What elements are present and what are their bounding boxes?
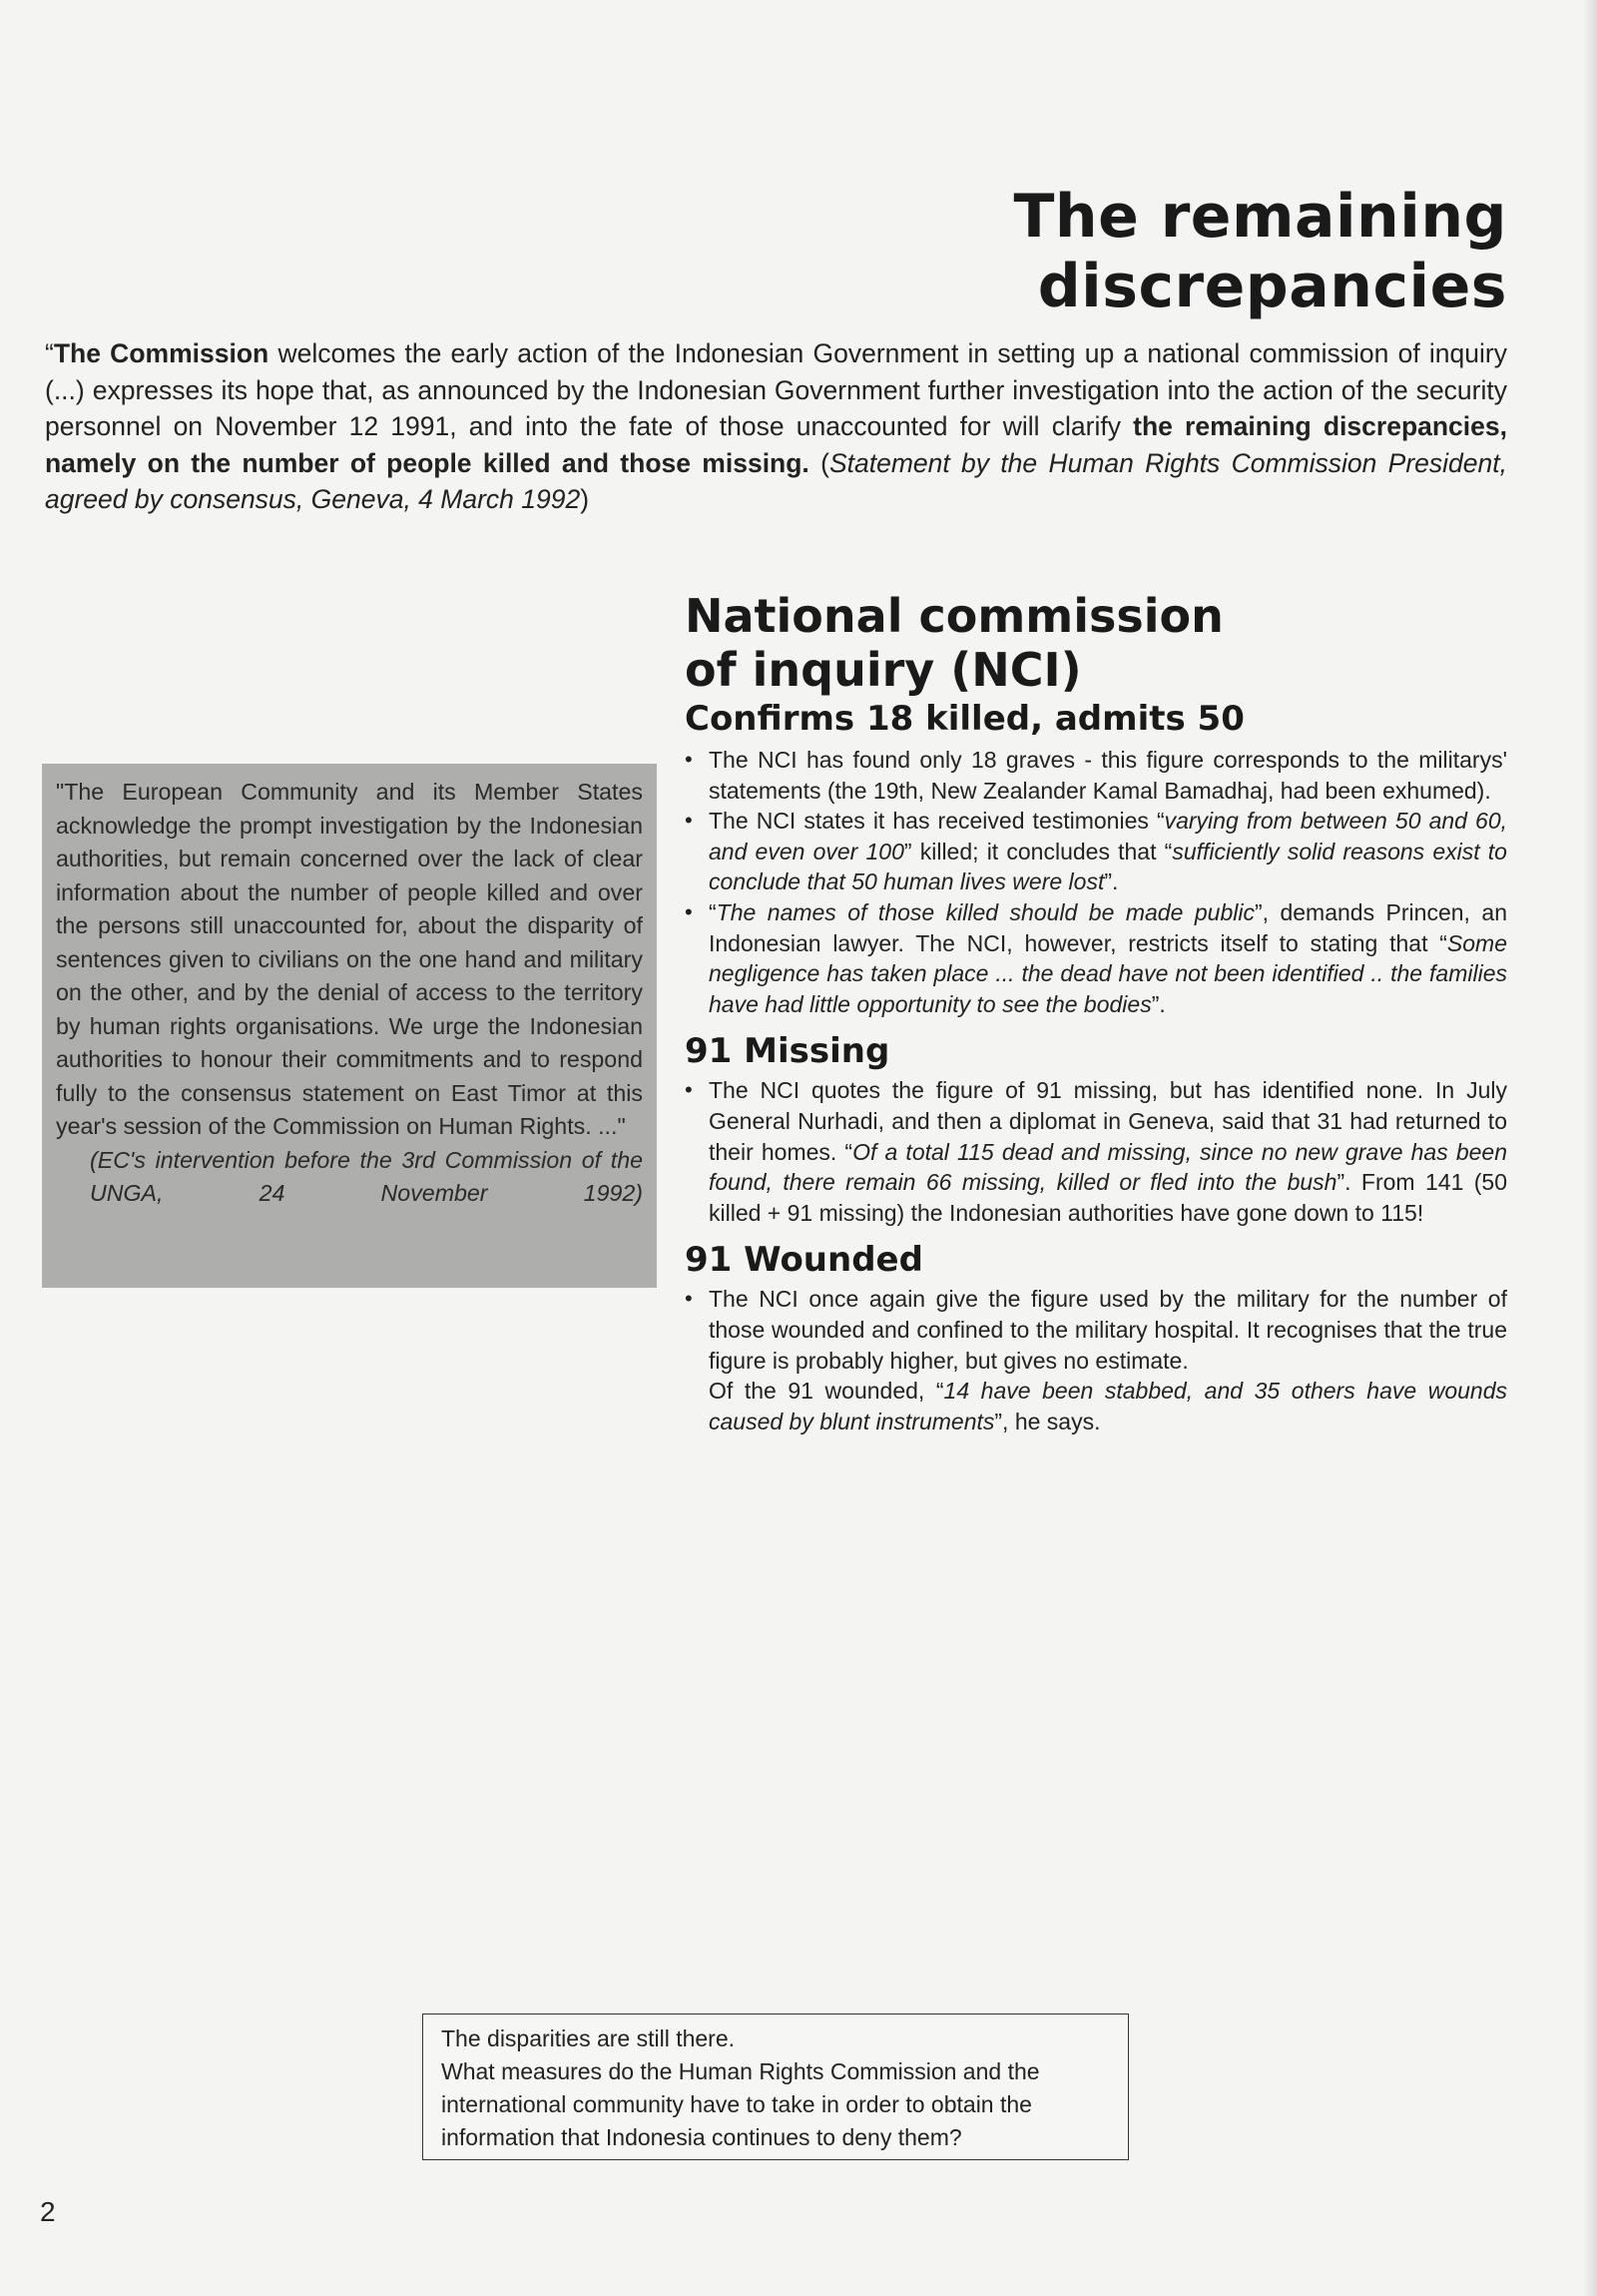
ec-quote-citation: (EC's intervention before the 3rd Commission of the UNGA, 24 November 1992) xyxy=(90,1146,643,1206)
intro-text: welcomes the early action of the Indonesian Government in setting up a national commission of inquiry (...) expresses its hope that, as announced by the Indonesian Government further investigation into the action of the security personnel on November 12 1991, and into the fate of those unaccounted for will clarify xyxy=(45,338,1507,441)
list-item: • The NCI once again give the figure used by the military for the number of those wounded and confined to the military hospital. It recognises that the true figure is probably higher, but gives no estimate. xyxy=(685,1284,1507,1376)
ec-quote-text: "The European Community and its Member States acknowledge the prompt investigation by the Indonesian authorities, but remain concerned over the lack of clear information about the number of people killed and over the persons still unaccounted for, about the disparity of sentences given to civilians on the one hand and military on the other, and by the denial of access to the territory by human rights organisations. We urge the Indonesian authorities to honour their commitments and to respond fully to the consensus statement on East Timor at this year's session of the Commission on Human Rights. ..." xyxy=(56,779,643,1139)
right-column xyxy=(685,589,1507,1436)
list-item: • “The names of those killed should be made public”, demands Princen, an Indonesian lawyer. The NCI, however, restricts itself to stating that “Some negligence has taken place ... the dead have not been identified .. the families have had little opportunity to see the bodies”. xyxy=(685,897,1507,1019)
page-number: 2 xyxy=(40,2196,56,2227)
page-edge-shadow xyxy=(1583,0,1597,2296)
intro-paragraph: “The Commission welcomes the early action of the Indonesian Government in setting up a national commission of inquiry (...) expresses its hope that, as announced by the Indonesian Government further investigation into the action of the security personnel on November 12 1991, and into the fate of those unaccounted for will clarify the remaining discrepancies, namely on the number of people killed and those missing. (Statement by the Human Rights Commission President, agreed by consensus, Geneva, 4 March 1992) xyxy=(45,338,1507,514)
question-box-line2: What measures do the Human Rights Commission and the international community have to take in order to obtain the information that Indonesia continues to deny them? xyxy=(441,2058,1040,2150)
ec-quote-box xyxy=(42,764,657,1288)
nci-heading: National commission of inquiry (NCI) xyxy=(685,589,1224,697)
question-box-line1: The disparities are still there. xyxy=(441,2025,736,2051)
wounded-list xyxy=(685,1284,1507,1376)
list-item: • The NCI quotes the figure of 91 missing, but has identified none. In July General Nurhadi, and then a diplomat in Geneva, said that 31 had returned to their homes. “Of a total 115 dead and missing, since no new grave has been found, there remain 66 missing, killed or fled into the bush”. From 141 (50 killed + 91 missing) the Indonesian authorities have gone down to 115! xyxy=(685,1075,1507,1228)
missing-heading: 91 Missing xyxy=(685,1031,890,1072)
wounded-detail: Of the 91 wounded, “14 have been stabbed, and 35 others have wounds caused by blunt instruments”, he says. xyxy=(709,1378,1507,1435)
intro-emphasis: the remaining discrepancies, namely on the number of people killed and those missing. xyxy=(45,411,1507,478)
nci-subheading: Confirms 18 killed, admits 50 xyxy=(685,699,1245,739)
page-title: The remaining discrepancies xyxy=(1013,182,1507,321)
nci-list xyxy=(685,745,1507,1019)
intro-lead: The Commission xyxy=(53,338,269,368)
intro-statement: Statement by the Human Rights Commission President, agreed by consensus, Geneva, 4 March 1992 xyxy=(45,447,1507,514)
wounded-heading: 91 Wounded xyxy=(685,1240,923,1281)
missing-list xyxy=(685,1075,1507,1228)
question-box xyxy=(422,2013,1129,2160)
list-item: • The NCI has found only 18 graves - this figure corresponds to the militarys' statements (the 19th, New Zealander Kamal Bamadhaj, had been exhumed). xyxy=(685,745,1507,806)
list-item: • The NCI states it has received testimonies “varying from between 50 and 60, and even over 100” killed; it concludes that “sufficiently solid reasons exist to conclude that 50 human lives were lost”. xyxy=(685,806,1507,897)
